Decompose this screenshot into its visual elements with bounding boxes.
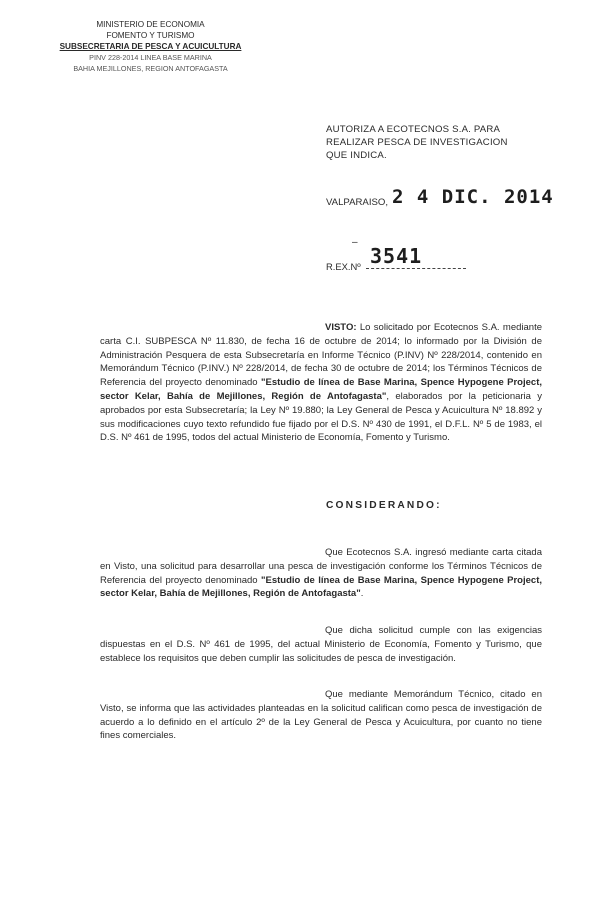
rex-dash: – [352,237,358,248]
rex-underline [366,268,466,269]
c1-text-b: . [360,588,364,600]
rex-number: 3541 [370,244,423,268]
place-label: VALPARAISO, [326,197,389,208]
rex-label: R.EX.Nº [326,261,361,272]
letterhead-ministry: MINISTERIO DE ECONOMIA [96,20,205,29]
visto-text-1: Lo solicitado por Ecotecnos S.A. mediante carta C.I. SUBPESCA Nº 11.830, de fecha 16 de octubre de 2014; lo informado por la División de Administración Pesquera de esta Subsecretaría en Informe Técnico (P.INV) Nº 228/2014, contenido en Memorándum Técnico (P.INV.) Nº 228/2014, de fecha 30 de octubre de 2014; los Términos Técnicos de Referencia del proyecto denominado [100,322,542,389]
considerando-paragraph-1 [100,546,542,601]
considerando-heading: CONSIDERANDO: [326,500,442,511]
letterhead-region: BAHIA MEJILLONES, REGION ANTOFAGASTA [73,64,228,73]
resolution-subject: AUTORIZA A ECOTECNOS S.A. PARA REALIZAR PESCA DE INVESTIGACION QUE INDICA. [326,124,508,161]
letterhead-subsecretaria: SUBSECRETARIA DE PESCA Y ACUICULTURA [59,42,242,51]
date-stamp: 2 4 DIC. 2014 [392,186,554,208]
c1-project-title: "Estudio de línea de Base Marina, Spence Hypogene Project, sector Kelar, Bahía de Mejillones, Región de Antofagasta" [100,574,542,600]
visto-label: VISTO: [325,322,357,333]
letterhead-reference: PINV 228-2014 LINEA BASE MARINA [89,53,212,62]
letterhead [58,19,243,74]
considerando-paragraph-2: Que dicha solicitud cumple con las exigencias dispuestas en el D.S. Nº 461 de 1995, del actual Ministerio de Economía, Fomento y Turismo, que establece los requisitos que deben cumplir las solicitudes de pesca de investigación. [100,625,542,664]
c1-text-a: Que Ecotecnos S.A. ingresó mediante carta citada en Visto, una solicitud para desarrollar una pesca de investigación conforme los Términos Técnicos de Referencia del proyecto denominado [100,547,542,586]
visto-project-title: "Estudio de línea de Base Marina, Spence Hypogene Project, sector Kelar, Bahía de Mejillones, Región de Antofagasta" [100,377,542,402]
letterhead-ministry-sub: FOMENTO Y TURISMO [106,31,195,40]
visto-paragraph [100,321,542,445]
considerando-paragraph-3: Que mediante Memorándum Técnico, citado en Visto, se informa que las actividades planteadas en la solicitud califican como pesca de investigación de acuerdo a lo definido en el artículo 2º de la Ley General de Pesca y Acuicultura, por cuanto no tiene fines comerciales. [100,689,542,742]
visto-text-2: , elaborados por la peticionaria y aprobados por esta Subsecretaría; la Ley Nº 19.880; la Ley General de Pesca y Acuicultura Nº 18.892 y sus modificaciones cuyo texto refundido fue fijado por el D.S. Nº 430 de 1991, el D.F.L. Nº 5 de 1983, el D.S. Nº 461 de 1995, todos del actual Ministerio de Economía, Fomento y Turismo. [100,390,542,444]
